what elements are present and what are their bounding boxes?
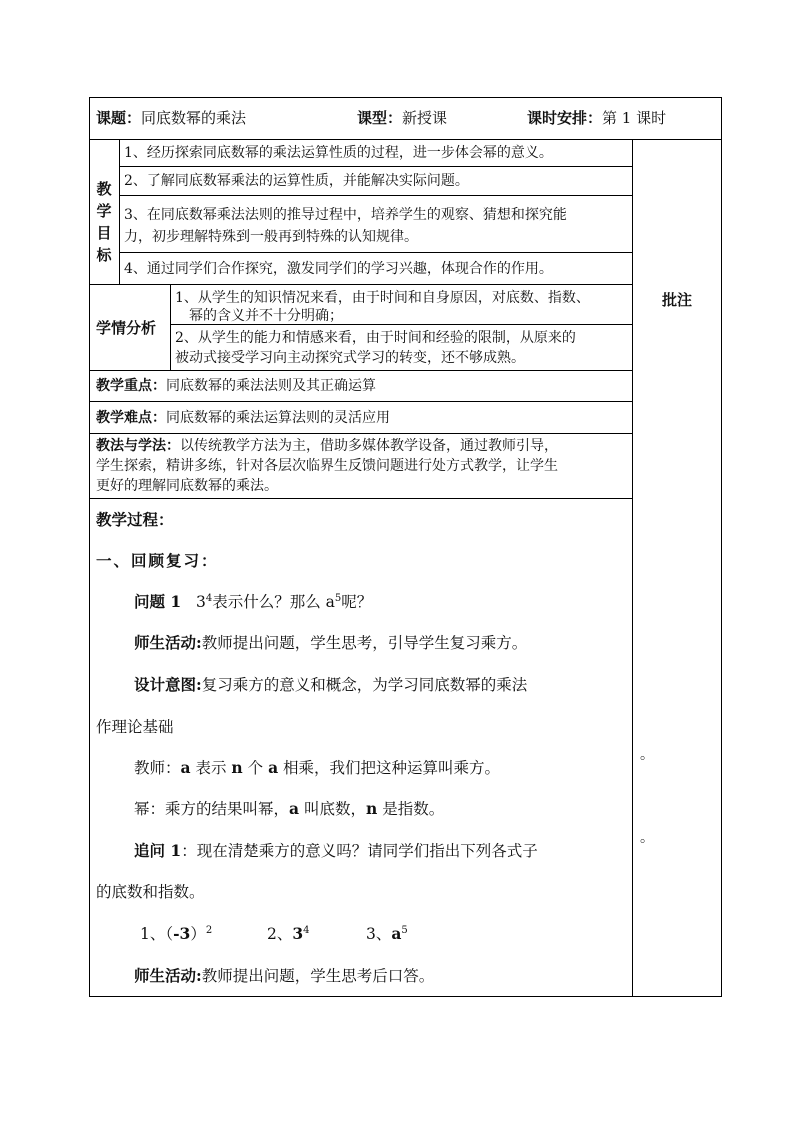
notes-mark: 。: [640, 747, 654, 763]
difficulty-value: 同底数幂的乘法运算法则的灵活应用: [166, 410, 390, 426]
schedule-field: [527, 108, 666, 128]
row-divider: [89, 139, 722, 140]
goal-item-3-cont: 力，初步理解特殊到一般再到特殊的认知规律。: [124, 229, 418, 245]
notes-mark: 。: [640, 830, 654, 846]
teacher-line: [134, 757, 500, 779]
method-label: 教法与学法：: [96, 438, 180, 454]
activity-label: 师生活动:: [134, 633, 202, 652]
power-definition: [134, 798, 444, 820]
exercise-3: [366, 923, 408, 945]
goal-item-2: 2、了解同底数幂乘法的运算性质，并能解决实际问题。: [124, 173, 469, 189]
topic-field: [96, 108, 246, 128]
notes-column-divider: [632, 139, 633, 996]
table-border-bottom: [89, 996, 722, 997]
followup-label: 追问 1: [134, 841, 182, 860]
exercise-2: [267, 923, 310, 945]
schedule-label: 课时安排：: [527, 109, 603, 127]
power-label: 幂：: [134, 800, 166, 818]
teacher-text: 相乘，我们把这种运算叫乘方。: [278, 759, 501, 777]
analysis-label-divider: [170, 284, 171, 370]
exercise-base: -3: [173, 924, 191, 943]
power-text: 叫底数，: [299, 800, 367, 818]
key-point-label: 教学重点：: [96, 378, 166, 394]
type-field: [357, 108, 447, 128]
goals-label-char: 目: [96, 224, 112, 242]
followup-1-cont: 的底数和指数。: [96, 883, 205, 901]
key-point-row: [96, 376, 376, 396]
power-text: 乘方的结果叫幂，: [165, 800, 290, 818]
method-line-2: 学生探索，精讲多练，针对各层次临界生反馈问题进行处方式教学，让学生: [96, 458, 558, 474]
teacher-label: 教师：: [134, 759, 181, 777]
exercise-index: 2、: [267, 925, 293, 943]
row-divider: [119, 252, 633, 253]
q1-text: 呢？: [341, 593, 373, 611]
followup-text: ：现在清楚乘方的意义吗？请同学们指出下列各式子: [181, 842, 538, 860]
exercise-paren: ）: [190, 925, 206, 943]
power-text: 是指数。: [377, 800, 445, 818]
analysis-item-2: 2、从学生的能力和情感来看，由于时间和经验的限制，从原来的: [175, 330, 576, 346]
var-n: n: [366, 799, 378, 818]
process-title: 教学过程：: [96, 510, 174, 529]
q1-base: 3: [195, 593, 206, 611]
q1-text: 表示什么？那么: [212, 593, 326, 611]
exercise-exponent: 2: [205, 925, 213, 936]
var-a: a: [268, 758, 279, 777]
goal-item-4: 4、通过同学们合作探究，激发同学们的学习兴趣，体现合作的作用。: [124, 261, 553, 277]
question-1: [134, 591, 372, 613]
teacher-text: 表示: [190, 759, 232, 777]
type-value: 新授课: [402, 109, 448, 127]
difficulty-row: [96, 408, 390, 428]
analysis-item-1-cont: 幂的含义并不十分明确；: [189, 308, 343, 324]
row-divider: [89, 498, 633, 499]
analysis-item-2-cont: 被动式接受学习向主动探究式学习的转变，还不够成熟。: [175, 350, 525, 366]
question-1-label: 问题 1: [134, 592, 182, 611]
row-divider: [89, 401, 633, 402]
goals-label-divider: [119, 139, 120, 284]
exercise-index: 3、: [366, 925, 392, 943]
var-a: a: [180, 758, 191, 777]
q1-base: a: [325, 593, 335, 611]
analysis-item-1: 1、从学生的知识情况来看，由于时间和自身原因，对底数、指数、: [175, 290, 590, 306]
design-label: 设计意图:: [134, 675, 202, 694]
activity-text: 教师提出问题，学生思考后口答。: [201, 967, 435, 985]
method-line-3: 更好的理解同底数幂的乘法。: [96, 478, 278, 494]
row-divider: [89, 433, 633, 434]
q1-exponent: 5: [334, 593, 342, 604]
exercise-exponent: 4: [303, 925, 310, 936]
design-intent-cont: 作理论基础: [96, 718, 174, 736]
activity-text: 教师提出问题，学生思考，引导学生复习乘方。: [201, 634, 528, 652]
teacher-text: 个: [242, 759, 269, 777]
schedule-value: 第 1 课时: [602, 109, 667, 127]
design-text: 复习乘方的意义和概念，为学习同底数幂的乘法: [201, 676, 528, 694]
design-intent: [134, 674, 527, 696]
goals-label-char: 教: [96, 180, 112, 198]
exercise-exponent: 5: [401, 925, 408, 936]
method-line-1: [96, 436, 558, 456]
exercise-base: a: [391, 924, 402, 943]
activity-label: 师生活动:: [134, 966, 202, 985]
goal-item-3: 3、在同底数幂乘法法则的推导过程中，培养学生的观察、猜想和探究能: [124, 207, 567, 223]
topic-label: 课题：: [96, 109, 142, 127]
exercise-base: 3: [292, 924, 304, 943]
table-border-left: [89, 97, 90, 996]
var-a: a: [289, 799, 300, 818]
exercise-index: 1、（: [140, 925, 174, 943]
table-border-top: [89, 97, 722, 98]
followup-1: [134, 840, 538, 862]
table-border-right: [721, 97, 722, 996]
notes-label: 批注: [662, 291, 693, 309]
goals-label-char: 学: [96, 202, 112, 220]
q1-exponent: 4: [205, 593, 213, 604]
key-point-value: 同底数幂的乘法法则及其正确运算: [166, 378, 376, 394]
row-divider: [119, 195, 633, 196]
exercise-1: [140, 923, 212, 945]
section-review-title: 一、回顾复习：: [96, 551, 219, 570]
row-divider: [119, 166, 633, 167]
analysis-label: 学情分析: [96, 319, 157, 337]
goal-item-1: 1、经历探索同底数幂的乘法运算性质的过程，进一步体会幂的意义。: [124, 145, 553, 161]
goals-label-char: 标: [96, 246, 112, 264]
activity-1: [134, 632, 527, 654]
type-label: 课型：: [357, 109, 403, 127]
topic-value: 同底数幂的乘法: [141, 109, 247, 127]
var-n: n: [231, 758, 243, 777]
difficulty-label: 教学难点：: [96, 410, 166, 426]
row-divider: [89, 370, 633, 371]
method-text: 以传统教学方法为主，借助多媒体教学设备，通过教师引导，: [180, 438, 558, 454]
activity-2: [134, 965, 434, 987]
